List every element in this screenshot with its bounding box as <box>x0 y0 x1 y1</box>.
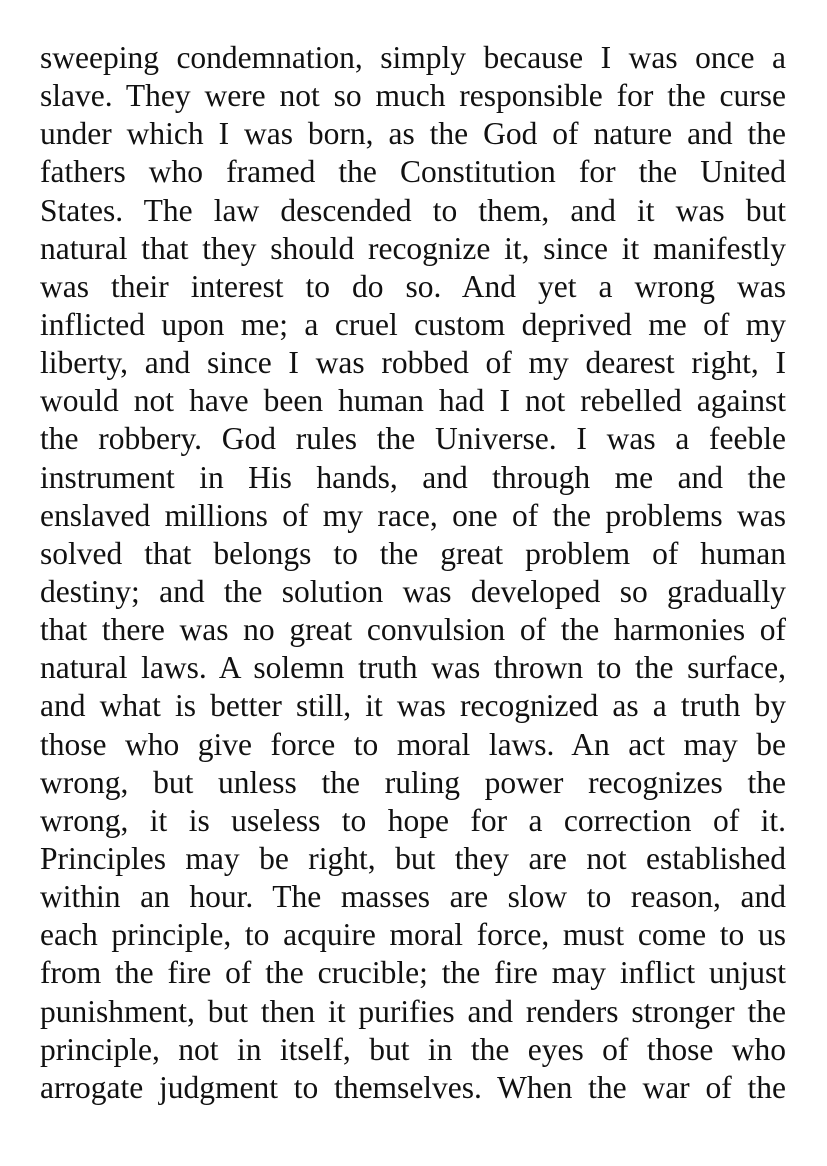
text-line: fathers who framed the Constitution for the United <box>40 154 786 190</box>
text-line: destiny; and the solution was developed so gradually <box>40 573 786 609</box>
text-line: Principles may be right, but they are not established <box>40 840 786 876</box>
text-line: liberty, and since I was robbed of my dearest right, I <box>40 345 786 381</box>
text-line: slave. They were not so much responsible for the curse <box>40 78 786 114</box>
text-line: wrong, but unless the ruling power recognizes the <box>40 764 786 800</box>
text-line: inflicted upon me; a cruel custom deprived me of my <box>40 306 786 342</box>
text-line: sweeping condemnation, simply because I was once a <box>40 40 786 75</box>
text-line: punishment, but then it purifies and renders stronger the <box>40 993 786 1029</box>
text-line: States. The law descended to them, and it was but <box>40 192 786 228</box>
text-line: from the fire of the crucible; the fire may inflict unjust <box>40 955 786 991</box>
text-line: instrument in His hands, and through me and the <box>40 459 786 495</box>
text-line: that there was no great convulsion of the harmonies of <box>40 612 786 648</box>
text-line: natural laws. A solemn truth was thrown to the surface, <box>40 650 786 686</box>
text-line: those who give force to moral laws. An act may be <box>40 726 786 762</box>
text-line: wrong, it is useless to hope for a correction of it. <box>40 802 786 838</box>
text-line: was their interest to do so. And yet a wrong was <box>40 268 786 304</box>
body-text <box>40 39 786 1107</box>
text-line: would not have been human had I not rebelled against <box>40 383 786 419</box>
text-line: the robbery. God rules the Universe. I was a feeble <box>40 421 786 457</box>
text-line: each principle, to acquire moral force, must come to us <box>40 917 786 953</box>
text-line: arrogate judgment to themselves. When the war of the <box>40 1069 786 1105</box>
text-line: enslaved millions of my race, one of the problems was <box>40 497 786 533</box>
text-line: within an hour. The masses are slow to reason, and <box>40 879 786 915</box>
text-line: natural that they should recognize it, since it manifestly <box>40 230 786 266</box>
text-line: under which I was born, as the God of nature and the <box>40 116 786 152</box>
text-line: principle, not in itself, but in the eyes of those who <box>40 1031 786 1067</box>
text-line: and what is better still, it was recognized as a truth by <box>40 688 786 724</box>
text-line: solved that belongs to the great problem of human <box>40 535 786 571</box>
